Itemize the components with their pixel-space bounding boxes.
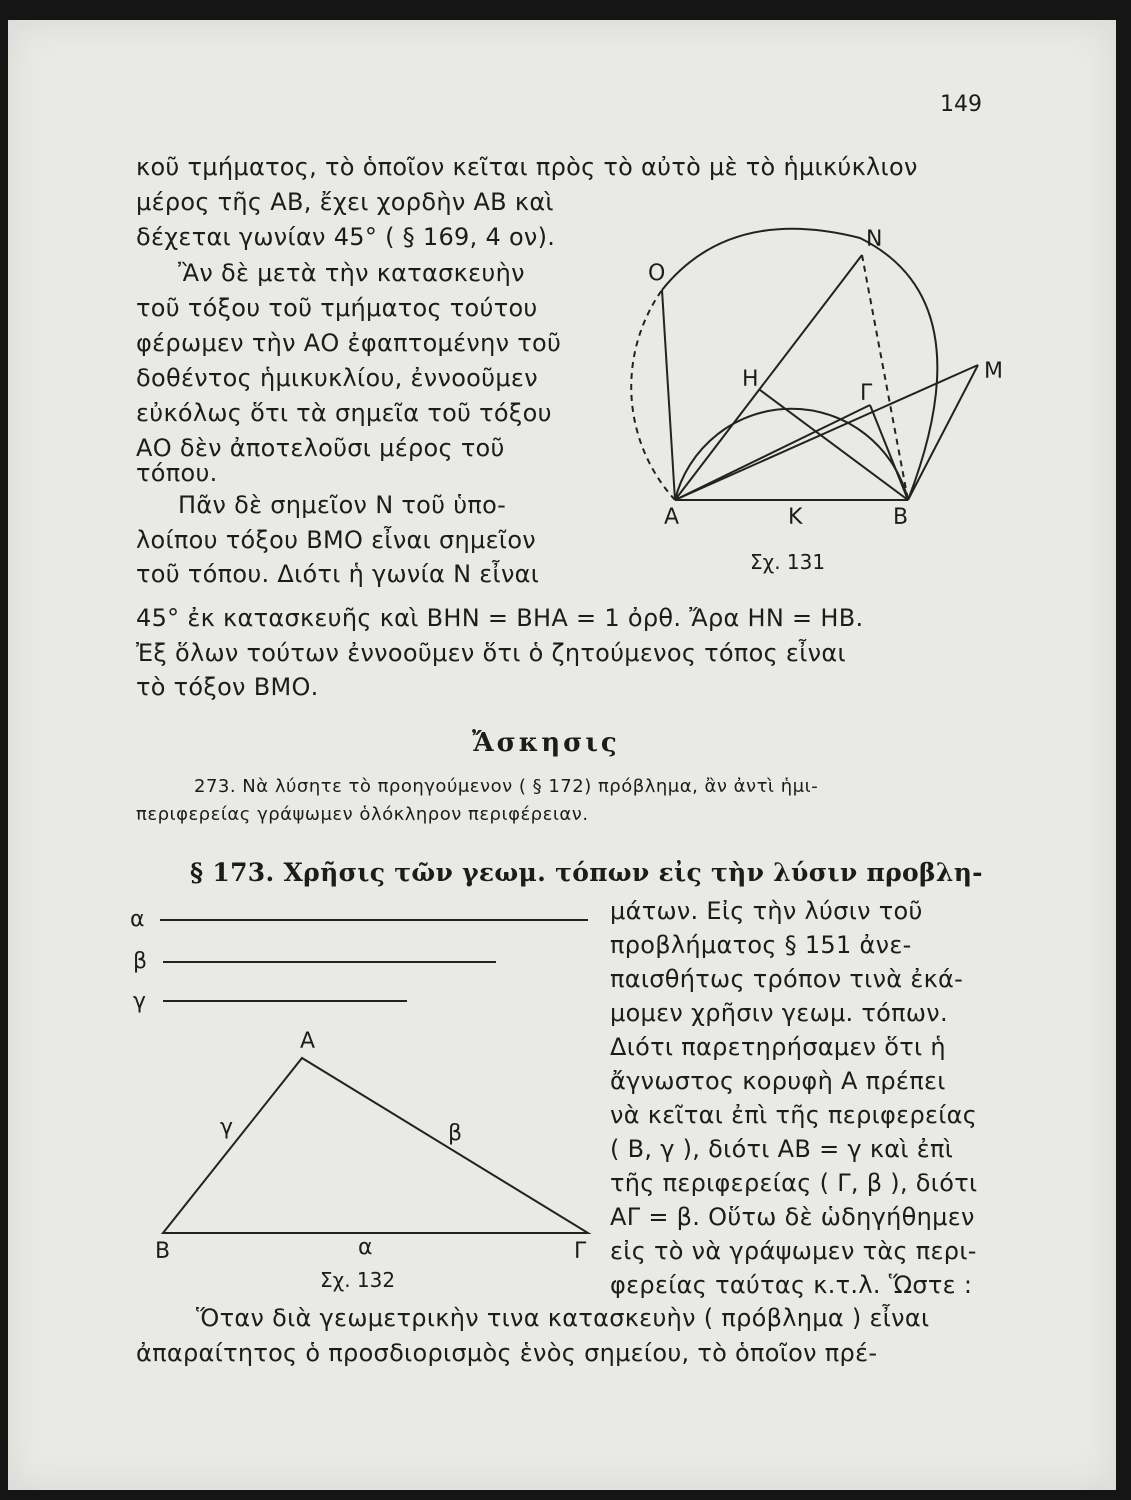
label-O: Ο: [648, 261, 666, 286]
label-H: Η: [742, 367, 759, 392]
side-label-gamma: γ: [220, 1115, 234, 1140]
text-line: ἄγνωστος κορυφὴ Α πρέπει: [610, 1067, 946, 1095]
text-line: μομεν χρῆσιν γεωμ. τόπων.: [610, 999, 948, 1027]
side-label-beta: β: [448, 1121, 463, 1146]
label-K: Κ: [788, 505, 803, 530]
text-line: 45° ἐκ κατασκευῆς καὶ ΒΗΝ = ΒΗΑ = 1 ὀρθ. Ἄρα ΗΝ = ΗΒ.: [136, 604, 864, 632]
vertex-label-B: Β: [155, 1239, 171, 1264]
text-line: φέρωμεν τὴν ΑΟ ἐφαπτομένην τοῦ: [136, 329, 562, 357]
text-line: τοῦ τόξου τοῦ τμήματος τούτου: [136, 294, 538, 322]
text-line: τόπου.: [136, 459, 218, 487]
label-G: Γ: [860, 381, 873, 406]
text-line: νὰ κεῖται ἐπὶ τῆς περιφερείας: [610, 1101, 978, 1129]
text-line: παισθήτως τρόπον τινὰ ἐκά-: [610, 965, 964, 993]
text-line: ( Β, γ ), διότι ΑΒ = γ καὶ ἐπὶ: [610, 1135, 954, 1163]
label-M: Μ: [984, 359, 1003, 384]
text-line: Πᾶν δὲ σημεῖον Ν τοῦ ὑπο-: [178, 491, 507, 519]
text-line: Ὅταν διὰ γεωμετρικὴν τινα κατασκευὴν ( πρόβλημα ) εἶναι: [196, 1304, 930, 1332]
exercise-line: περιφερείας γράψωμεν ὁλόκληρον περιφέρειαν.: [136, 804, 589, 825]
vertex-label-A: Α: [300, 1029, 316, 1054]
label-gamma: γ: [133, 989, 147, 1014]
text-line: λοίπου τόξου ΒΜΟ εἶναι σημεῖον: [136, 526, 537, 554]
text-line: εἰς τὸ νὰ γράψωμεν τὰς περι-: [610, 1237, 977, 1265]
section-heading: § 173. Χρῆσις τῶν γεωμ. τόπων εἰς τὴν λύσιν προβλη-: [190, 858, 983, 887]
text-line: προβλήματος § 151 ἀνε-: [610, 931, 912, 959]
text-line: τὸ τόξον ΒΜΟ.: [136, 673, 319, 701]
text-line: ἀπαραίτητος ὁ προσδιορισμὸς ἑνὸς σημείου, τὸ ὁποῖον πρέ-: [136, 1339, 878, 1367]
text-line: ΑΟ δὲν ἀποτελοῦσι μέρος τοῦ: [136, 434, 505, 462]
label-beta: β: [133, 949, 148, 974]
label-A: Α: [664, 505, 680, 530]
page-number: 149: [940, 92, 982, 117]
figure-131-caption: Σχ. 131: [750, 550, 826, 574]
text-line: ΑΓ = β. Οὕτω δὲ ὡδηγήθημεν: [610, 1203, 975, 1231]
text-line: τῆς περιφερείας ( Γ, β ), διότι: [610, 1169, 978, 1197]
label-N: Ν: [866, 227, 883, 252]
text-line: τοῦ τόπου. Διότι ἡ γωνία Ν εἶναι: [136, 560, 540, 588]
text-line: μάτων. Εἰς τὴν λύσιν τοῦ: [610, 897, 923, 925]
label-B: Β: [893, 505, 909, 530]
text-line: Ἐξ ὅλων τούτων ἐννοοῦμεν ὅτι ὁ ζητούμενος τόπος εἶναι: [136, 639, 846, 667]
text-line: μέρος τῆς ΑΒ, ἔχει χορδὴν ΑΒ καὶ: [136, 188, 554, 216]
text-line: κοῦ τμήματος, τὸ ὁποῖον κεῖται πρὸς τὸ αὐτὸ μὲ τὸ ἡμικύκλιον: [136, 153, 918, 181]
triangle-ABG: [163, 1058, 588, 1233]
text-line: εὐκόλως ὅτι τὰ σημεῖα τοῦ τόξου: [136, 399, 552, 427]
label-alpha: α: [130, 907, 145, 932]
exercise-heading: Ἄσκησις: [472, 728, 620, 758]
figure-132-caption: Σχ. 132: [320, 1268, 396, 1292]
vertex-label-G: Γ: [574, 1239, 587, 1264]
side-label-alpha: α: [358, 1235, 373, 1260]
text-line: δέχεται γωνίαν 45° ( § 169, 4 ον).: [136, 223, 556, 251]
text-line: Διότι παρετηρήσαμεν ὅτι ἡ: [610, 1033, 946, 1061]
exercise-line: 273. Νὰ λύσητε τὸ προηγούμενον ( § 172) πρόβλημα, ἂν ἀντὶ ἡμι-: [194, 776, 819, 797]
text-line: φερείας ταύτας κ.τ.λ. Ὥστε :: [610, 1271, 973, 1299]
text-line: Ἂν δὲ μετὰ τὴν κατασκευὴν: [178, 259, 525, 287]
text-line: δοθέντος ἡμικυκλίου, ἐννοοῦμεν: [136, 364, 538, 392]
